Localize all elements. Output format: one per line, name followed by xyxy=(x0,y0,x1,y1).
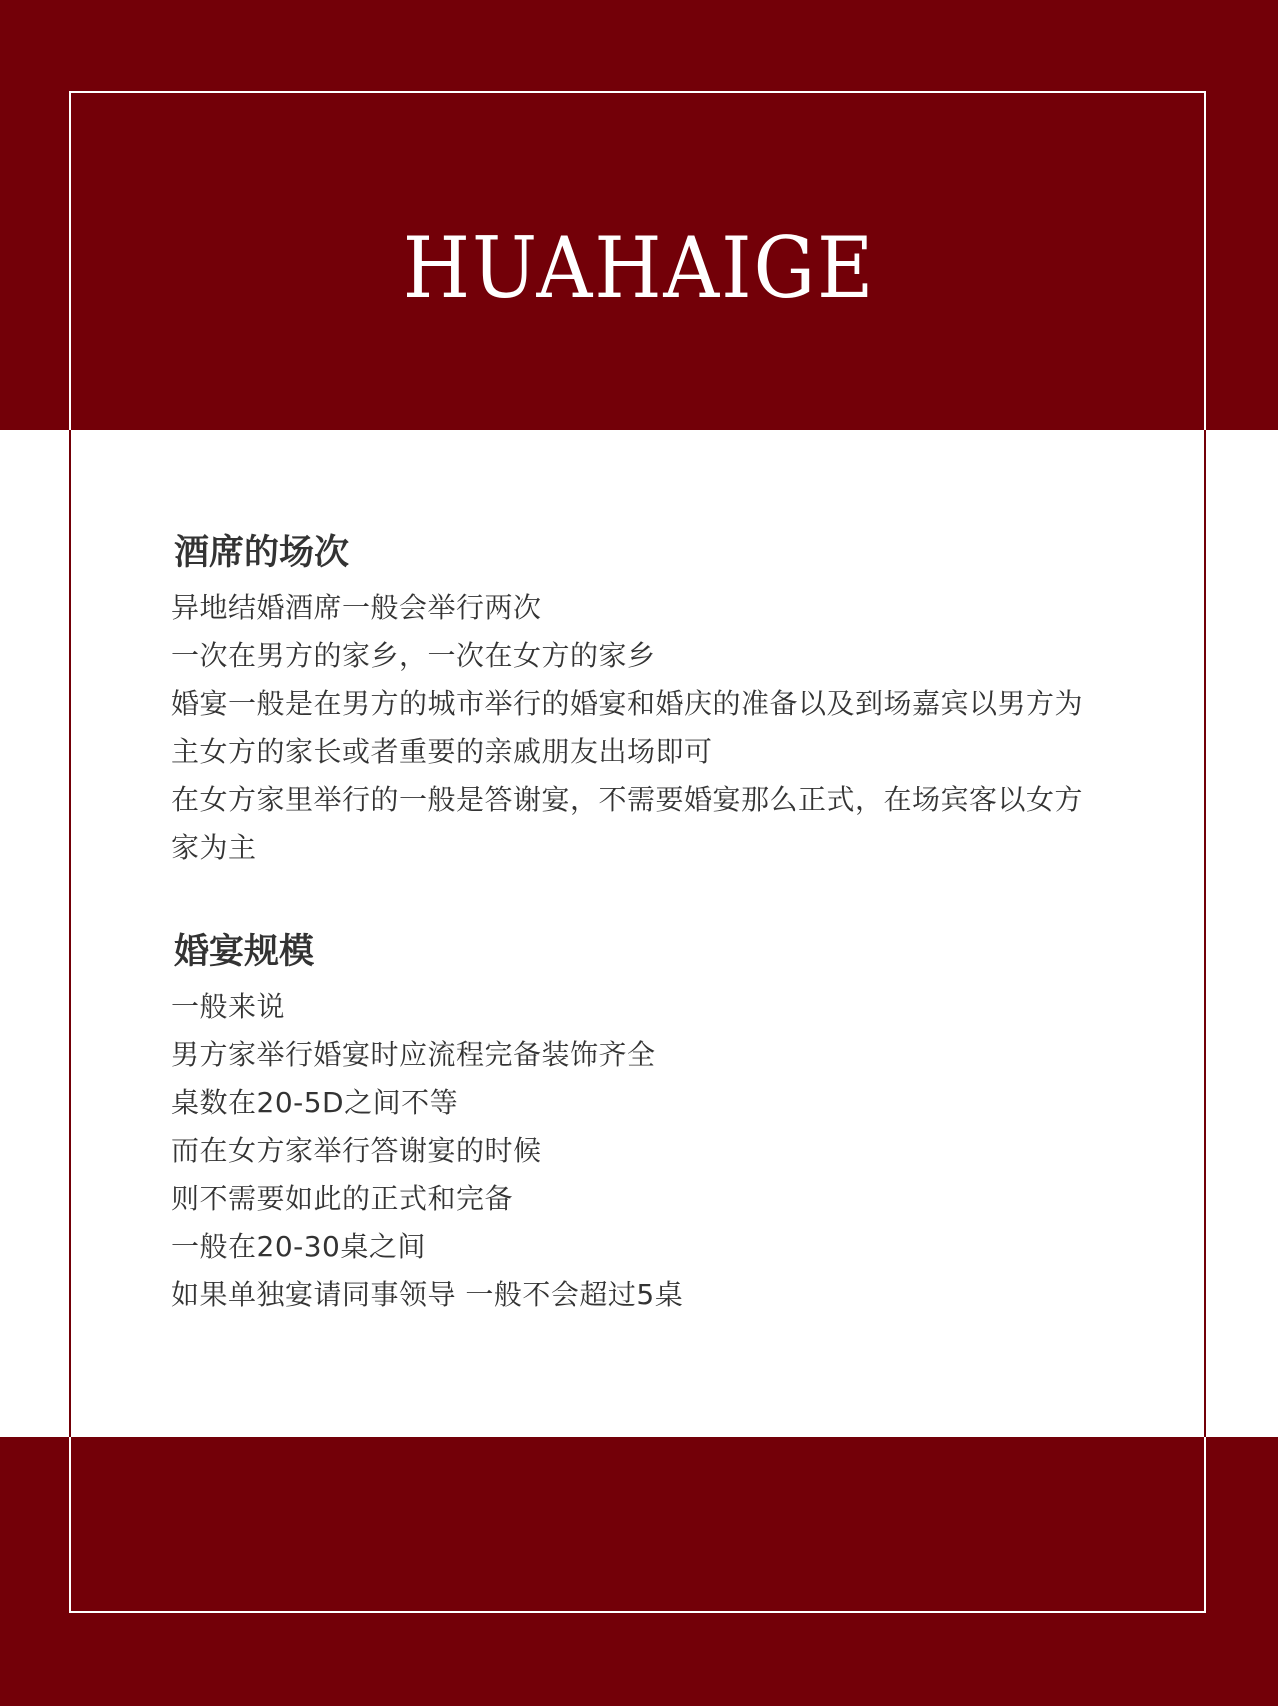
section-body xyxy=(171,983,1121,1319)
section-body xyxy=(171,584,1121,872)
body-line: 一般来说 xyxy=(171,990,286,1023)
body-line: 男方家举行婚宴时应流程完备装饰齐全 xyxy=(171,1038,656,1071)
body-line: 家为主 xyxy=(171,831,257,864)
body-line: 主女方的家长或者重要的亲戚朋友出场即可 xyxy=(171,735,713,768)
body-line: 而在女方家举行答谢宴的时候 xyxy=(171,1134,542,1167)
section-banquet-sessions xyxy=(171,528,1121,872)
section-title: 婚宴规模 xyxy=(174,932,315,972)
section-title: 酒席的场次 xyxy=(174,533,350,573)
body-line: 桌数在20-5D之间不等 xyxy=(171,1086,459,1119)
body-line: 如果单独宴请同事领导 一般不会超过5桌 xyxy=(171,1278,684,1311)
body-line: 则不需要如此的正式和完备 xyxy=(171,1182,514,1215)
brand-title: HUAHAIGE xyxy=(402,219,876,317)
body-line: 异地结婚酒席一般会举行两次 xyxy=(171,591,542,624)
body-line: 一次在男方的家乡，一次在女方的家乡 xyxy=(171,639,656,672)
body-line: 一般在20-30桌之间 xyxy=(171,1230,426,1263)
frame-right-edge xyxy=(1204,430,1206,1437)
body-line: 婚宴一般是在男方的城市举行的婚宴和婚庆的准备以及到场嘉宾以男方为 xyxy=(171,687,1084,720)
document-content xyxy=(171,528,1121,1319)
section-banquet-scale xyxy=(171,927,1121,1319)
body-line: 在女方家里举行的一般是答谢宴，不需要婚宴那么正式，在场宾客以女方 xyxy=(171,783,1084,816)
frame-left-edge xyxy=(69,430,71,1437)
